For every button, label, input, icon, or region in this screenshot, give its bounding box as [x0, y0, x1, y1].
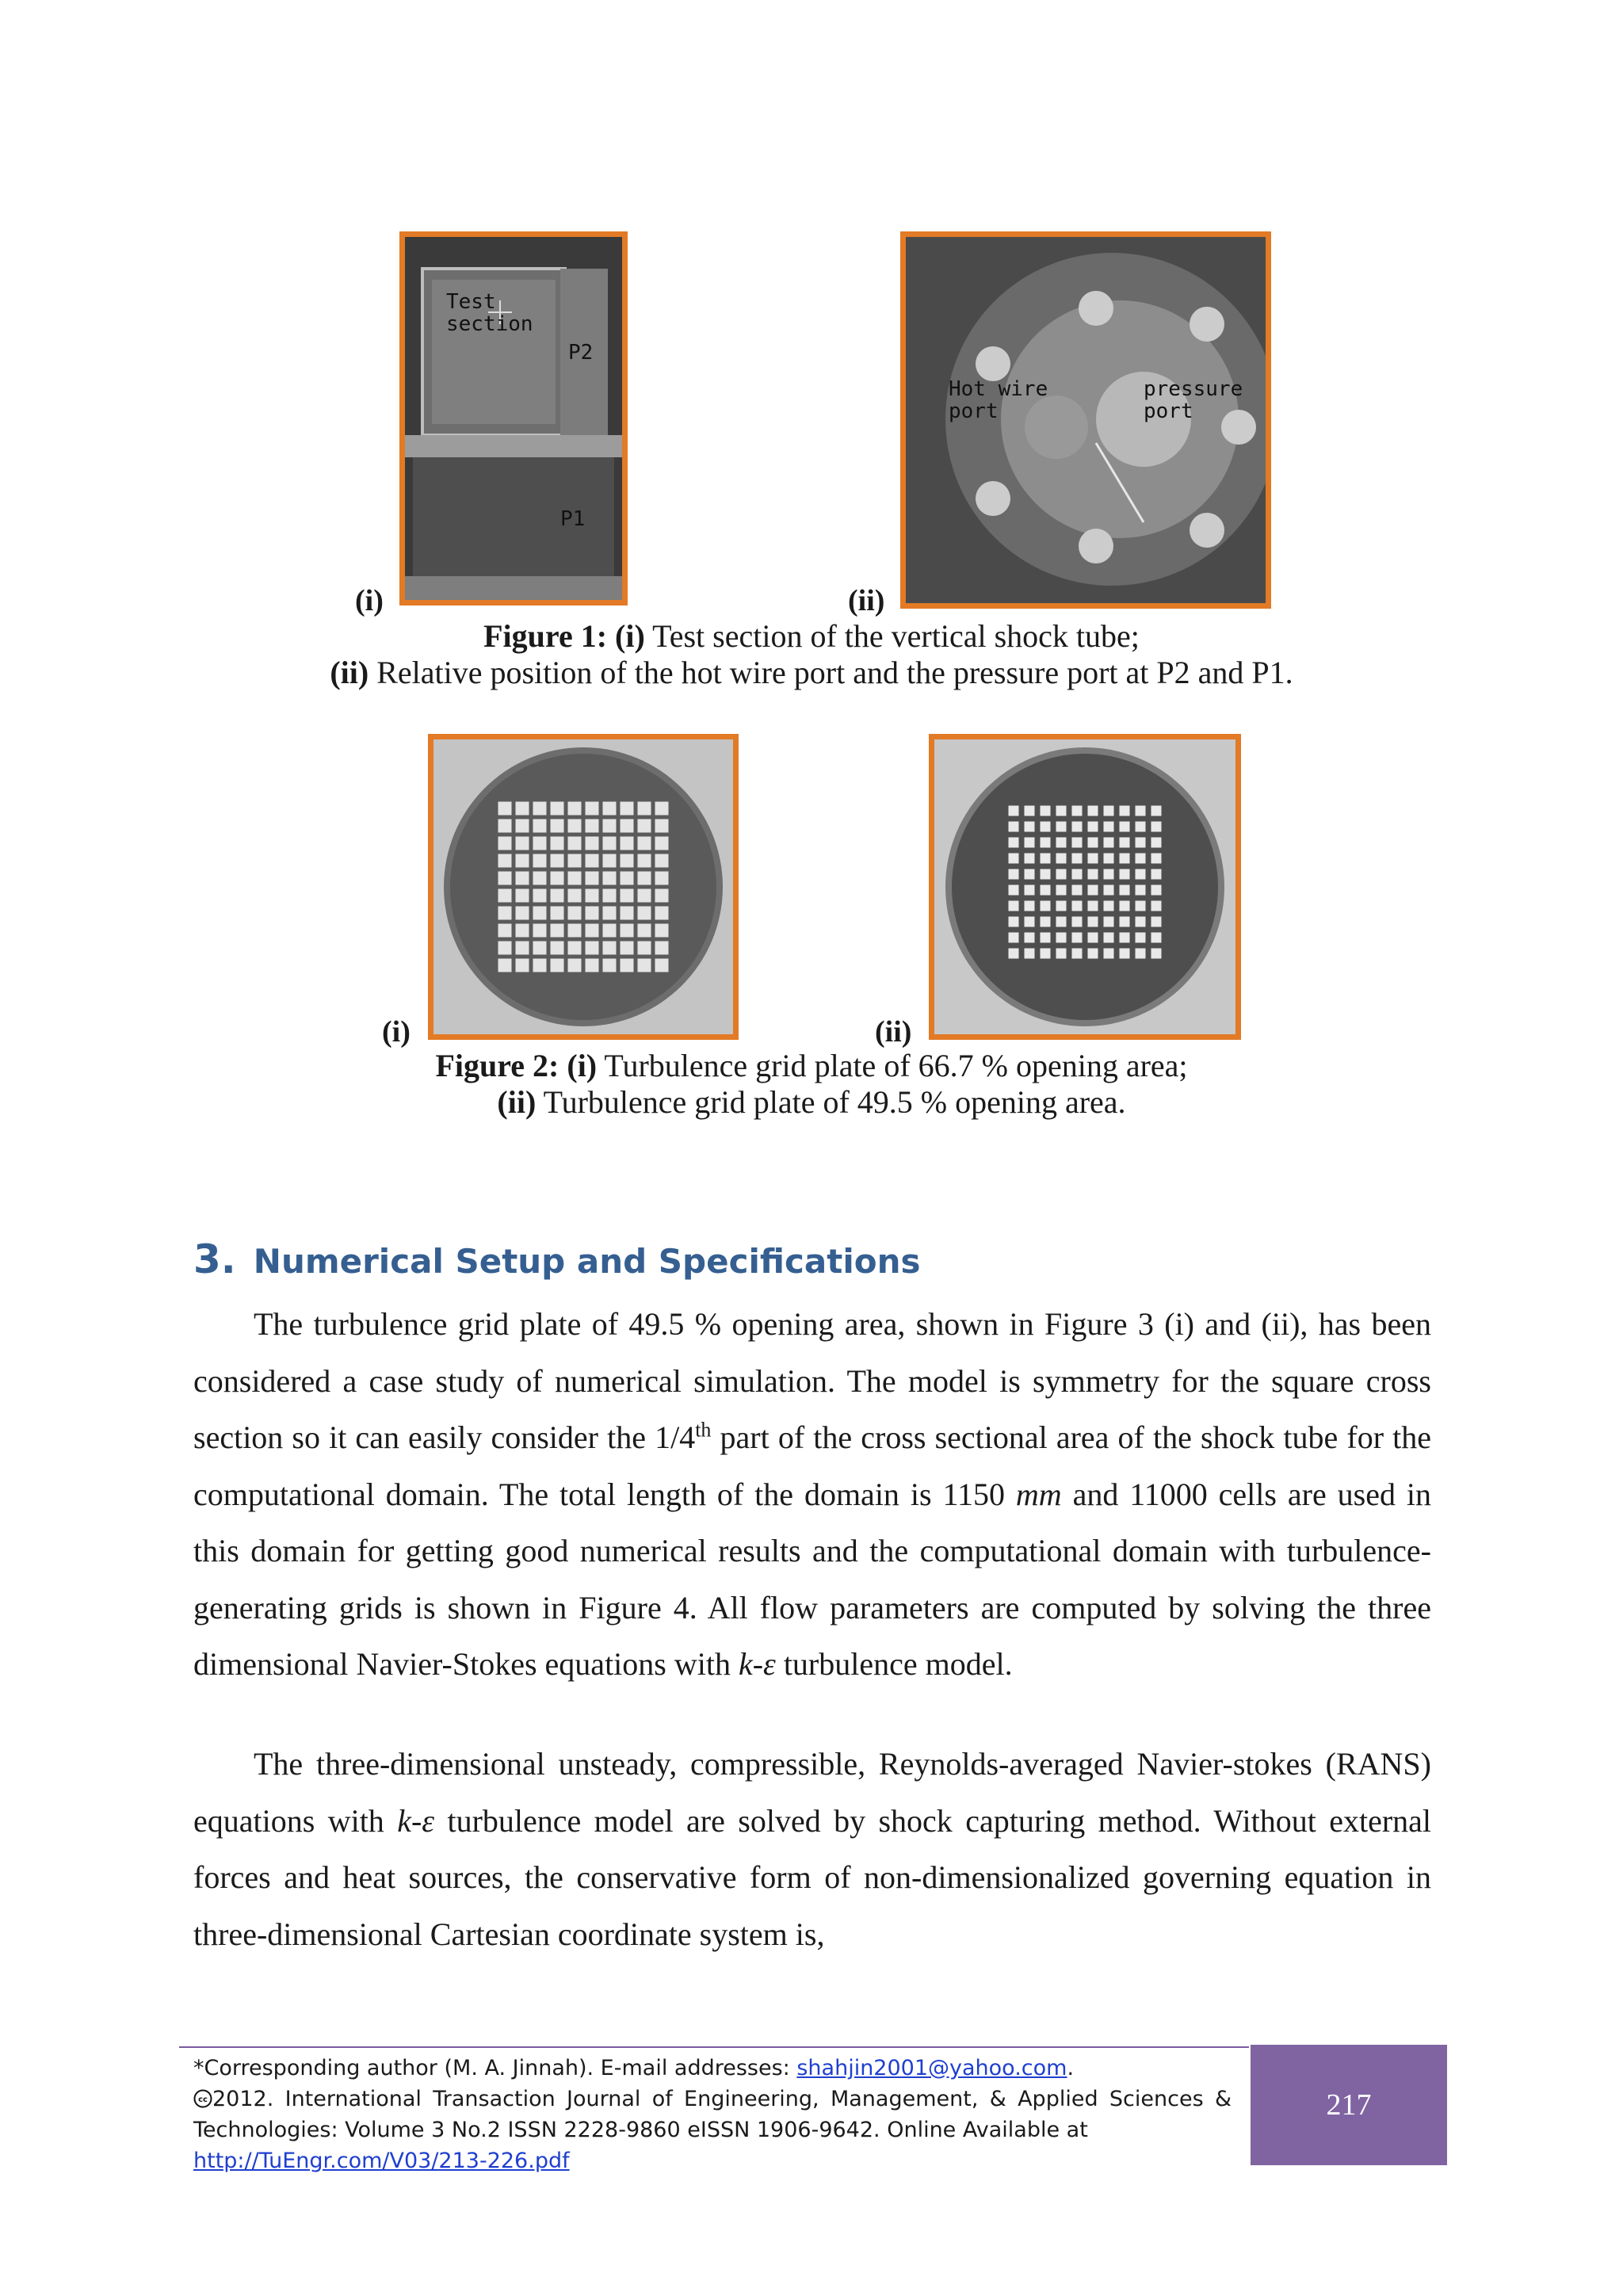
para1-text-2: part of the cross sectional area of the shock tube for the computational domain. The total length of the domain is 1150 [193, 1419, 1431, 1512]
grid-hole [533, 889, 547, 903]
grid-hole [1072, 901, 1083, 911]
grid-hole [655, 854, 669, 868]
grid-hole [1056, 933, 1067, 943]
grid-hole [498, 942, 512, 955]
page-number-box [1251, 2045, 1447, 2165]
grid-hole [1136, 806, 1146, 816]
figure1-caption-line2 [0, 655, 1623, 691]
grid-hole [1104, 838, 1114, 848]
grid-hole [568, 889, 582, 903]
grid-hole [516, 854, 529, 868]
grid-hole [586, 854, 599, 868]
grid-hole [1104, 949, 1114, 959]
para1-text-3: and 11000 cells are used in this domain for getting good numerical results and the computational domain with turbulence-generating grids is shown in Figure 4. All flow parameters are computed by solving the three dimensional Navier-Stokes equations with [193, 1476, 1431, 1682]
grid-hole [586, 837, 599, 850]
grid-hole [1025, 854, 1035, 864]
grid-hole [533, 837, 547, 850]
grid-hole [1136, 869, 1146, 880]
grid-hole [603, 889, 617, 903]
grid-hole [533, 907, 547, 920]
grid-hole [621, 837, 634, 850]
grid-hole [1088, 901, 1098, 911]
figure2-panel-i-label: (i) [382, 1015, 411, 1049]
grid-hole [551, 907, 564, 920]
grid-hole [1025, 869, 1035, 880]
grid-hole [621, 819, 634, 833]
grid-hole [1056, 869, 1067, 880]
grid-hole [1056, 949, 1067, 959]
grid-hole [621, 924, 634, 938]
grid-hole [551, 872, 564, 885]
page-number: 217 [1326, 2088, 1372, 2122]
footer-text [193, 2053, 1232, 2176]
grid-hole [516, 907, 529, 920]
grid-hole [1104, 869, 1114, 880]
grid-hole [1088, 854, 1098, 864]
grid-hole [1072, 933, 1083, 943]
pressure-port-overlay-label: pressure port [1144, 377, 1243, 423]
grid-hole [498, 802, 512, 816]
grid-hole [1041, 885, 1051, 896]
grid-hole [1009, 901, 1019, 911]
grid-hole [621, 872, 634, 885]
grid-hole [1088, 885, 1098, 896]
grid-hole [498, 959, 512, 972]
grid-hole [1120, 838, 1130, 848]
grid-hole [1009, 885, 1019, 896]
grid-hole [551, 819, 564, 833]
grid-hole [533, 854, 547, 868]
p1-overlay-label: P1 [560, 507, 586, 531]
grid-hole [1104, 933, 1114, 943]
grid-hole [1088, 917, 1098, 927]
grid-hole [655, 837, 669, 850]
grid-hole [551, 837, 564, 850]
grid-hole [533, 872, 547, 885]
grid-hole [1151, 917, 1162, 927]
grid-hole [1041, 917, 1051, 927]
grid-hole [1104, 822, 1114, 832]
grid-hole [1120, 822, 1130, 832]
grid-hole [498, 924, 512, 938]
figure1-caption [0, 618, 1623, 691]
grid-hole [1136, 838, 1146, 848]
grid-hole [586, 802, 599, 816]
grid-hole [1088, 806, 1098, 816]
figure2-caption-ii-label: (ii) [497, 1084, 537, 1120]
figure2-panel-i-image [428, 734, 739, 1040]
grid-hole [1056, 806, 1067, 816]
grid-hole [1025, 838, 1035, 848]
grid-hole [1120, 917, 1130, 927]
figure2-caption-line2 [0, 1084, 1623, 1121]
figure2-panel-ii-label: (ii) [875, 1015, 912, 1049]
grid-hole [1104, 885, 1114, 896]
grid-hole [1088, 838, 1098, 848]
figure1-panel-i-image [399, 231, 628, 606]
grid-hole [638, 907, 651, 920]
grid-hole [533, 819, 547, 833]
grid-hole [1088, 933, 1098, 943]
grid-hole [603, 837, 617, 850]
grid-hole [1041, 933, 1051, 943]
grid-hole [638, 924, 651, 938]
para2-text-1: The three-dimensional unsteady, compressible, Reynolds-averaged Navier-stokes (RANS) equations with [193, 1746, 1431, 1839]
grid-hole [1025, 933, 1035, 943]
grid-hole [1025, 949, 1035, 959]
grid-hole [1136, 949, 1146, 959]
figure1-panel-i-label: (i) [355, 584, 384, 617]
footer-journal-info: 2012. International Transaction Journal of Engineering, Management, & Applied Sciences & Technologies: Volume 3 No.2 ISSN 2228-9860 eISSN 1906-9642. Online Available at [193, 2087, 1232, 2142]
grid-hole [1041, 838, 1051, 848]
grid-hole [498, 819, 512, 833]
grid-hole [1136, 854, 1146, 864]
grid-hole [1151, 822, 1162, 832]
grid-hole [1120, 806, 1130, 816]
grid-hole [603, 924, 617, 938]
figure1-panel-ii-image [900, 231, 1271, 609]
grid-hole [1120, 949, 1130, 959]
grid-hole [1072, 838, 1083, 848]
article-url-link[interactable]: http://TuEngr.com/V03/213-226.pdf [193, 2149, 570, 2173]
grid-hole [568, 872, 582, 885]
grid-hole [1120, 854, 1130, 864]
grid-hole [586, 889, 599, 903]
figure2-caption-ii-text: Turbulence grid plate of 49.5 % opening area. [543, 1084, 1126, 1120]
grid-hole [586, 819, 599, 833]
grid-hole [1120, 869, 1130, 880]
grid-hole [1041, 949, 1051, 959]
grid-hole [621, 942, 634, 955]
grid-hole [638, 837, 651, 850]
grid-hole [551, 889, 564, 903]
grid-hole [655, 872, 669, 885]
grid-hole [1056, 854, 1067, 864]
grid-hole [1120, 901, 1130, 911]
figure2-caption [0, 1048, 1623, 1121]
grid-hole [1104, 854, 1114, 864]
figure1-caption-label: Figure 1: [483, 618, 608, 654]
section-heading [193, 1236, 920, 1282]
footer-author-prefix: *Corresponding author (M. A. Jinnah). E-mail addresses: [193, 2056, 797, 2080]
grid-hole [638, 942, 651, 955]
figure1-caption-line1 [0, 618, 1623, 655]
grid-hole [551, 942, 564, 955]
grid-hole [1025, 901, 1035, 911]
figure1-caption-i-text: Test section of the vertical shock tube; [652, 618, 1140, 654]
grid-hole [603, 959, 617, 972]
grid-hole [1025, 885, 1035, 896]
grid-hole [533, 942, 547, 955]
grid-hole [1072, 806, 1083, 816]
grid-hole [655, 959, 669, 972]
grid-hole [1151, 949, 1162, 959]
grid-hole [621, 907, 634, 920]
grid-hole [568, 907, 582, 920]
grid-hole [1009, 822, 1019, 832]
grid-hole [516, 942, 529, 955]
figure1-caption-ii-label: (ii) [330, 655, 369, 690]
grid-plate-49-photo [934, 739, 1235, 1034]
grid-hole [1025, 806, 1035, 816]
grid-hole [638, 959, 651, 972]
para1-model: k-ε [738, 1646, 776, 1682]
grid-hole [1136, 822, 1146, 832]
grid-hole [1041, 854, 1051, 864]
grid-hole [655, 942, 669, 955]
grid-hole [568, 854, 582, 868]
grid-hole [603, 907, 617, 920]
figure2-caption-label: Figure 2: [435, 1048, 559, 1083]
grid-hole [533, 924, 547, 938]
grid-hole [1056, 917, 1067, 927]
grid-hole [1041, 901, 1051, 911]
section-title: Numerical Setup and Specifications [253, 1242, 921, 1281]
grid-hole [1056, 901, 1067, 911]
grid-hole [1151, 806, 1162, 816]
grid-hole [1136, 901, 1146, 911]
figure2-caption-i-label: (i) [567, 1048, 598, 1083]
grid-hole [655, 802, 669, 816]
grid-hole [551, 854, 564, 868]
grid-hole [1136, 885, 1146, 896]
grid-hole [568, 837, 582, 850]
grid-hole [498, 854, 512, 868]
grid-hole [621, 802, 634, 816]
grid-hole [638, 802, 651, 816]
grid-hole [1072, 854, 1083, 864]
para1-text-4: turbulence model. [775, 1646, 1013, 1682]
grid-hole [638, 819, 651, 833]
grid-hole [1136, 917, 1146, 927]
body-paragraph-1 [193, 1296, 1431, 1693]
grid-hole [1151, 933, 1162, 943]
section-number: 3. [193, 1236, 236, 1282]
grid-hole [1056, 885, 1067, 896]
grid-hole [498, 872, 512, 885]
para2-model: k-ε [397, 1802, 435, 1839]
grid-hole [621, 959, 634, 972]
grid-hole [516, 924, 529, 938]
grid-hole [655, 907, 669, 920]
grid-hole [1151, 838, 1162, 848]
grid-hole [551, 959, 564, 972]
grid-hole [568, 802, 582, 816]
grid-hole [516, 959, 529, 972]
body-paragraph-2 [193, 1736, 1431, 1962]
grid-hole [568, 959, 582, 972]
grid-hole [1104, 917, 1114, 927]
figure2-caption-i-text: Turbulence grid plate of 66.7 % opening area; [604, 1048, 1188, 1083]
svg-text:cc: cc [198, 2095, 208, 2104]
grid-hole [1151, 885, 1162, 896]
grid-hole [603, 942, 617, 955]
grid-hole [1104, 901, 1114, 911]
test-section-overlay-label: Test section [446, 290, 533, 336]
grid-hole [603, 872, 617, 885]
figure2-caption-line1 [0, 1048, 1623, 1084]
para2-text-2: turbulence model are solved by shock capturing method. Without external forces and heat sources, the conservative form of non-dimensionalized governing equation in three-dimensional Cartesian coordinate system is, [193, 1802, 1432, 1952]
grid-hole [621, 889, 634, 903]
grid-hole [1009, 917, 1019, 927]
grid-hole [655, 889, 669, 903]
grid-hole [551, 802, 564, 816]
grid-plate-66-photo [433, 739, 733, 1034]
grid-hole [1151, 901, 1162, 911]
grid-hole [516, 872, 529, 885]
footer-rule [179, 2046, 1249, 2048]
grid-hole [603, 802, 617, 816]
grid-hole [498, 837, 512, 850]
grid-hole [1025, 822, 1035, 832]
grid-hole [1072, 885, 1083, 896]
para1-superscript: th [695, 1418, 712, 1442]
grid-hole [1104, 806, 1114, 816]
creative-commons-icon [193, 2089, 212, 2108]
grid-hole [1151, 869, 1162, 880]
grid-hole [516, 837, 529, 850]
grid-hole [586, 872, 599, 885]
grid-hole [1041, 806, 1051, 816]
grid-hole [1136, 933, 1146, 943]
grid-hole [533, 802, 547, 816]
grid-hole [1009, 838, 1019, 848]
grid-hole [586, 907, 599, 920]
grid-hole [1088, 949, 1098, 959]
grid-hole [1072, 949, 1083, 959]
p2-overlay-label: P2 [568, 341, 594, 365]
author-email-link[interactable]: shahjin2001@yahoo.com [796, 2056, 1067, 2080]
figure1-panel-ii-label: (ii) [848, 584, 885, 617]
figure1-caption-i-label: (i) [615, 618, 645, 654]
grid-hole [1009, 949, 1019, 959]
grid-hole [1009, 806, 1019, 816]
grid-hole [568, 924, 582, 938]
grid-hole [586, 959, 599, 972]
grid-hole [1151, 854, 1162, 864]
grid-hole [1088, 822, 1098, 832]
grid-hole [638, 854, 651, 868]
para1-unit: mm [1015, 1476, 1062, 1512]
figure2-panel-ii-image [929, 734, 1241, 1040]
grid-hole [586, 924, 599, 938]
grid-hole [498, 907, 512, 920]
para1-text-1: The turbulence grid plate of 49.5 % opening area, shown in Figure 3 (i) and (ii), has been considered a case study of numerical simulation. The model is symmetry for the square cross section so it can easily consider the 1/4 [193, 1306, 1431, 1455]
grid-hole [1025, 917, 1035, 927]
grid-hole [516, 802, 529, 816]
grid-hole [621, 854, 634, 868]
grid-hole [638, 872, 651, 885]
grid-hole [516, 819, 529, 833]
grid-hole [1120, 933, 1130, 943]
grid-hole [516, 889, 529, 903]
grid-hole [638, 889, 651, 903]
footer-email-suffix: . [1067, 2056, 1075, 2080]
grid-hole [498, 889, 512, 903]
grid-hole [1009, 854, 1019, 864]
grid-hole [568, 942, 582, 955]
grid-hole [1056, 838, 1067, 848]
grid-hole [1009, 933, 1019, 943]
grid-hole [586, 942, 599, 955]
grid-hole [1041, 822, 1051, 832]
hot-wire-port-overlay-label: Hot wire port [949, 377, 1048, 423]
figure1-caption-ii-text: Relative position of the hot wire port and the pressure port at P2 and P1. [376, 655, 1293, 690]
grid-hole [1088, 869, 1098, 880]
grid-hole [603, 854, 617, 868]
grid-hole [655, 924, 669, 938]
grid-hole [1072, 917, 1083, 927]
grid-hole [551, 924, 564, 938]
grid-hole [533, 959, 547, 972]
grid-hole [1072, 869, 1083, 880]
grid-hole [1009, 869, 1019, 880]
grid-hole [655, 819, 669, 833]
grid-hole [568, 819, 582, 833]
grid-hole [1056, 822, 1067, 832]
grid-hole [1120, 885, 1130, 896]
grid-hole [1041, 869, 1051, 880]
grid-hole [603, 819, 617, 833]
grid-hole [1072, 822, 1083, 832]
